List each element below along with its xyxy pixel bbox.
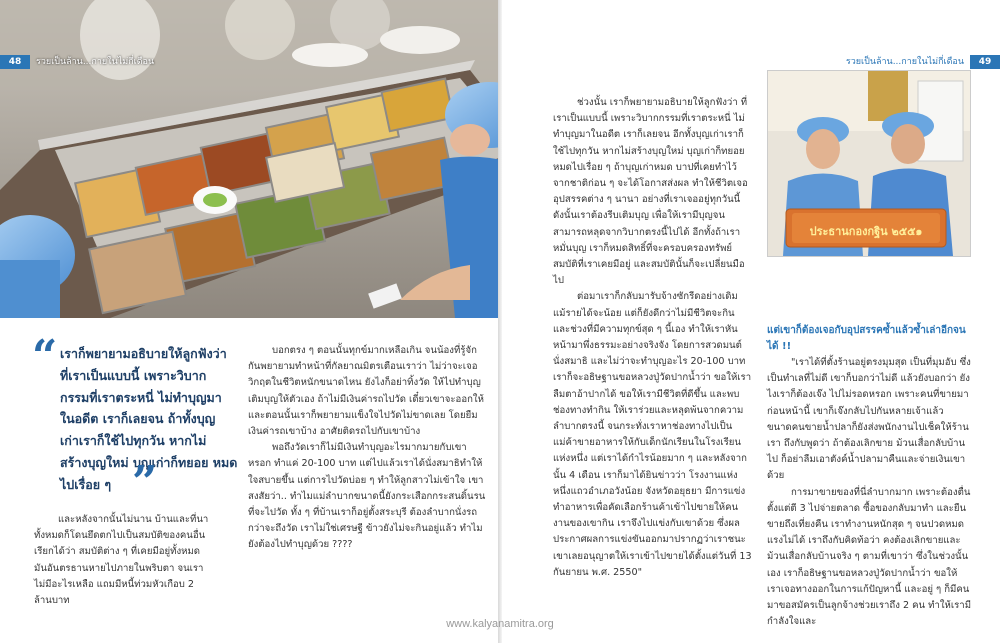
staff-sign-text: ประธานกองกฐิน ๒๕๕๑ <box>809 225 923 238</box>
column-3-paragraph: ต่อมาเราก็กลับมารับจ้างซักรีดอย่างเดิม แม้รายได้จะน้อย แต่ก็ยังดีกว่าไม่มีชีวิตจะกิน และช่วงที่มีความทุกข์สุด ๆ นี้เอง ทำให้เราหันหน้ามาพึ่งธรรมะอย่างจริงจัง โดยการสวดมนต์ นั่งสมาธิ และไม่ว่าจะทำบุญอะไร 20-100 บาท เราก็จะอธิษฐานขอหลวงปู่วัดปากน้ำว่า ขอให้เราลืมตาอ้าปากได้ ขอให้เรามีชีวิตที่ดีขึ้น และพบช่องทางทำกิน ให้เราร่วยและหลุดพ้นจากความลำบากตรงนี้ จนกระทั่งเราหาช่องทางไปเป็นแม่ค้าขายอาหารให้กับเด็กนักเรียนในโรงเรียนแห่งหนึ่ง แต่เราได้กำไรน้อยมาก ๆ และหลังจากนั้น 4 เดือน เราก็มาได้ยินข่าวว่า โรงงานแห่งหนึ่งแถวอำเภอวังน้อย จังหวัดอยุธยา มีการแข่งทำอาหารเพื่อคัดเลือกร้านค้าเข้าไปขายให้คนงานของเขากิน เราจึงไปแข่งกับเขาด้วย ซึ่งผลประกาศผลการแข่งขันออกมาปรากฏว่าเราชนะ เขาเลยอนุญาตให้เราเข้าไปขายได้ตั้งแต่วันที่ 13 กันยายน พ.ศ. 2550" <box>553 291 752 578</box>
close-quote-icon: ” <box>132 457 158 508</box>
left-page <box>0 0 498 643</box>
staff-photo-illustration <box>768 71 970 256</box>
pull-quote-text: เราก็พยายามอธิบายให้ลูกฟังว่า ที่เราเป็นแบบนี้ เพราะวิบาก กรรมที่เราตระหนี่ ไม่ทำบุญมา ในอดีต เราก็เลยจน ถ้าทั้งบุญ เก่าเราก็ใช้ไปทุกวัน หากไม่ สร้างบุญใหม่ บุญเก่าก็ทยอย หมดไปเรื่อย ๆ <box>60 346 238 492</box>
left-running-title: รวยเป็นล้าน...กายในไม่กี่เดือน <box>36 57 155 67</box>
food-buffet-illustration <box>0 0 550 318</box>
food-buffet-photo <box>0 0 550 318</box>
column-4-paragraph: การมาขายของที่นี่ลำบากมาก เพราะต้องตื่นตั้งแต่ตี 3 ไปจ่ายตลาด ซื้อของกลับมาทำ และยืนขายถึงเที่ยงคืน เราทำงานหนักสุด ๆ จนปวดหมดแรงไม่ได้ เราถึงกับคิดท้อว่า คงต้องเลิกขายและม้วนเสื่อกลับบ้านจริง ๆ ตามที่เขาว่า ซึ่งในช่วงนั้นเอง เราก็อธิษฐานขอหลวงปู่วัดปากน้ำว่า ขอให้เราเจอทางออกในการแก้ปัญหานี้ และอยู่ ๆ ก็มีคนมาขอสมัครเป็นลูกจ้างช่วยเราถึง 2 คน ทำให้เรามีกำลังใจและ <box>767 486 972 628</box>
footer-url: www.kalyanamitra.org <box>446 618 554 630</box>
column-2-paragraph: พอถึงวัดเราก็ไม่มีเงินทำบุญอะไรมากมายกับเขาหรอก ทำแค่ 20-100 บาท แต่ไปแล้วเราได้นั่งสมาธิทำให้ใจสบายขึ้น แต่การไปวัดบ่อย ๆ ทำให้ลูกสาวไม่เข้าใจ เขาสงสัยว่า.. ทำไมแม่ลำบากขนาดนี้ยังกระเสือกกระสนดิ้นรนที่จะไปวัด ทั้ง ๆ ที่บ้านเราก็อยู่ตั้งสระบุรี ต้องลำบากนั่งรถกว่าจะถึงวัด เราไม่ใช่เศรษฐี ข้าวยังไม่จะกินอยู่แล้ว ทำไมยังต้องไปทำบุญด้วย ???? <box>248 442 486 551</box>
column-4-paragraph: "เราได้ที่ตั้งร้านอยู่ตรงมุมสุด เป็นที่มุมอับ ซึ่งเป็นทำเลที่ไม่ดี เขาก็บอกว่าไม่ดี แล้วยังบอกว่า ยังไงเราก็ต้องเจ๊ง ไปไม่รอดหรอก เพราะคนที่ขายมาก่อนหน้านี้ เขาก็เจ๊งกลับไปกันหลายเจ้าแล้ว ขนาดคนขายน้ำปลาก็ยังส่งพนักงานไปเช็คให้ร้านเรา ถึงกับพูดว่า ถ้าต้องเลิกขาย ม้วนเสื่อกลับบ้านไป ก็อย่าลืมเอาตังค์น้ำปลามาคืนและจ่ายเงินเขาด้วย <box>767 357 971 482</box>
left-header <box>0 55 548 69</box>
column-3-paragraph: ช่วงนั้น เราก็พยายามอธิบายให้ลูกฟังว่า ที่เราเป็นแบบนี้ เพราะวิบากกรรมที่เราตระหนี่ ไม่ทำบุญมาในอดีต เราก็เลยจน อีกทั้งบุญเก่าเราก็ใช้ไปทุกวัน หากไม่สร้างบุญใหม่ บุญเก่าก็ทยอยหมดไปเรื่อย ๆ ถ้าบุญเก่าหมด บาปที่เคยทำไว้จากชาติก่อน ๆ จะได้โอกาสส่งผล ทำให้ชีวิตเจออุปสรรคต่าง ๆ นานา อย่างที่เราเจออยู่ทุกวันนี้ ดังนั้นเราต้องรีบเติมบุญ เพื่อให้เรามีบุญจนสามารถหลุดจากวิบากตรงนี้ไปได้ อีกทั้งถ้าเราหมั่นบุญ เราก็หมดสิทธิ์ที่จะครอบครองทรัพย์สมบัติที่เราเคยมีอยู่ และสมบัตินั้นก็จะเปลี่ยนมือไป <box>553 97 748 287</box>
left-page-number: 48 <box>0 55 30 69</box>
right-page-number: 49 <box>970 55 1000 69</box>
right-running-title: รวยเป็นล้าน...กายในไม่กี่เดือน <box>845 57 964 67</box>
column-1-text: และหลังจากนั้นไม่นาน บ้านและที่นาทั้งหมดก็โดนยึดตกไปเป็นสมบัติของคนอื่น เรียกได้ว่า สมบัติต่าง ๆ ที่เคยมีอยู่ทั้งหมด มันอันตรธานหายไปภายในพริบตา จนเราไม่มีอะไรเหลือ แถมมีหนี้ท่วมหัวเกือบ 2 ล้านบาท <box>34 514 209 607</box>
staff-with-sign-photo <box>767 70 971 257</box>
column-3-text <box>553 95 753 581</box>
column-2-text <box>248 343 488 554</box>
column-4-subheading: แต่เขาก็ต้องเจอกับอุปสรรคซ้ำแล้วซ้ำเล่าอีกจนได้ !! <box>767 325 966 352</box>
right-header <box>800 55 1000 69</box>
column-2-paragraph: บอกตรง ๆ ตอนนั้นทุกข์มากเหลือเกิน จนน้องที่รู้จักกันพยายามทำหน้าที่กัลยาณมิตรเตือนเราว่า ไม่ว่าจะเจอวิกฤตในชีวิตหนักขนาดไหน ยังไงก็อย่าทิ้งวัด ให้ไปทำบุญ เติมบุญให้ตัวเอง ถ้าไม่มีเงินค่ารถไปวัด เดี๋ยวเขาจะออกให้ และตอนนั้นเราก็พยายามแข็งใจไปวัดไม่ขาดเลย โดยยืมเงินค่ารถเขาบ้าง อาศัยติดรถไปกับเขาบ้าง <box>248 345 484 438</box>
column-4-text <box>767 323 971 630</box>
open-quote-icon: “ <box>32 331 58 382</box>
